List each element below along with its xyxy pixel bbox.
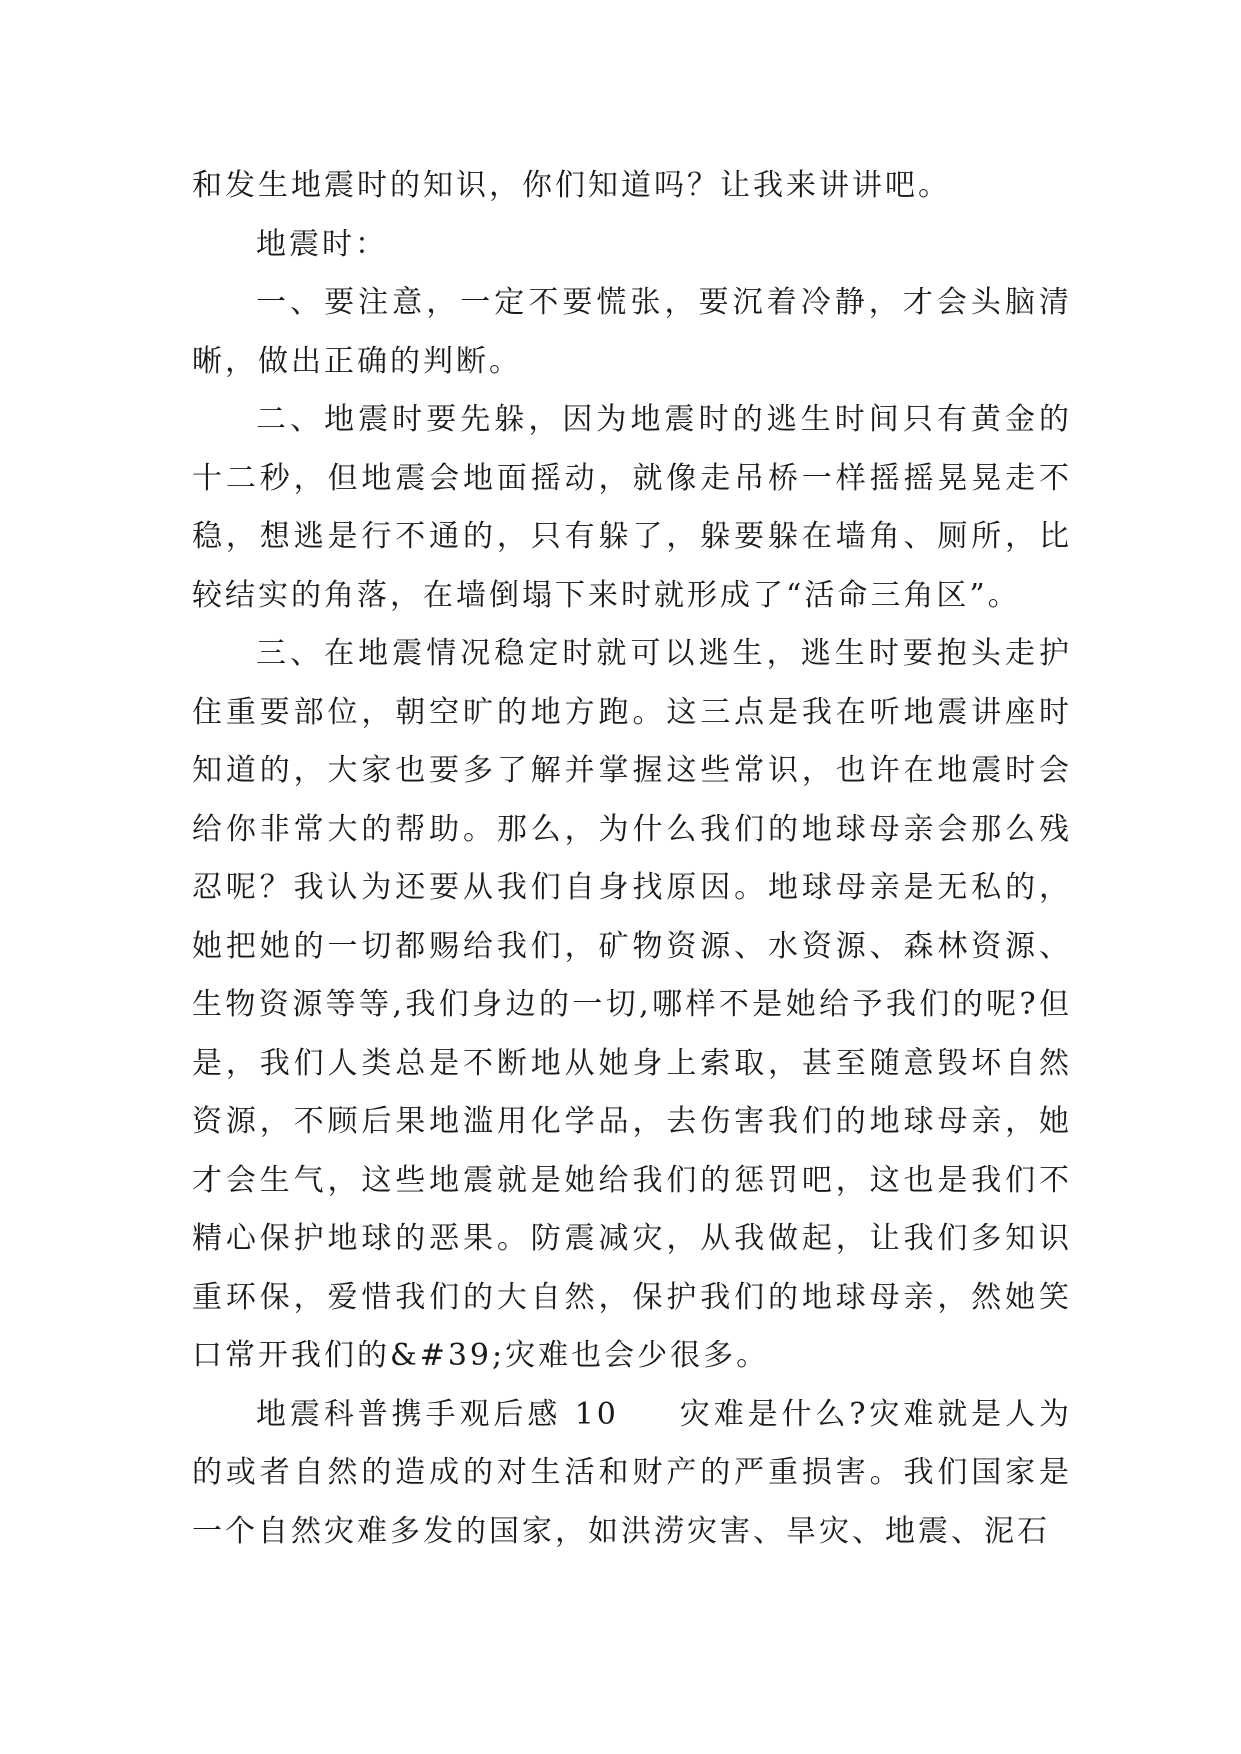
paragraph-continuation: 和发生地震时的知识，你们知道吗？让我来讲讲吧。	[192, 168, 951, 203]
paragraph-point-three: 三、在地震情况稳定时就可以逃生，逃生时要抱头走护住重要部位，朝空旷的地方跑。这三点是我在听地震讲座时知道的，大家也要多了解并掌握这些常识，也许在地震时会给你非常大的帮助。那么，为什么我们的地球母亲会那么残忍呢？我认为还要从我们自身找原因。地球母亲是无私的，她把她的一切都赐给我们，矿物资源、水资源、森林资源、生物资源等等,我们身边的一切,哪样不是她给予我们的呢?但是，我们人类总是不断地从她身上索取，甚至随意毁坏自然资源，不顾后果地滥用化学品，去伤害我们的地球母亲，她才会生气，这些地震就是她给我们的惩罚吧，这也是我们不精心保护地球的恶果。防震减灾，从我做起，让我们多知识重环保，爱惜我们的大自然，保护我们的地球母亲，然她笑口常开我们的&#39;灾难也会少很多。	[192, 636, 1072, 1373]
essay-heading: 地震科普携手观后感 10	[256, 1396, 619, 1432]
paragraph-essay-ten	[192, 1386, 1072, 1562]
document-body	[192, 157, 1072, 1561]
paragraph-point-one: 一、要注意，一定不要慌张，要沉着冷静，才会头脑清晰，做出正确的判断。	[192, 285, 1072, 379]
paragraph-point-two: 二、地震时要先躲，因为地震时的逃生时间只有黄金的十二秒，但地震会地面摇动，就像走吊桥一样摇摇晃晃走不稳，想逃是行不通的，只有躲了，躲要躲在墙角、厕所，比较结实的角落，在墙倒塌下来时就形成了“活命三角区”。	[192, 402, 1072, 613]
essay-body: 灾难是什么?灾难就是人为的或者自然的造成的对生活和财产的严重损害。我们国家是一个自然灾难多发的国家，如洪涝灾害、旱灾、地震、泥石	[192, 1396, 1072, 1549]
paragraph-during-earthquake-heading: 地震时：	[256, 226, 388, 262]
